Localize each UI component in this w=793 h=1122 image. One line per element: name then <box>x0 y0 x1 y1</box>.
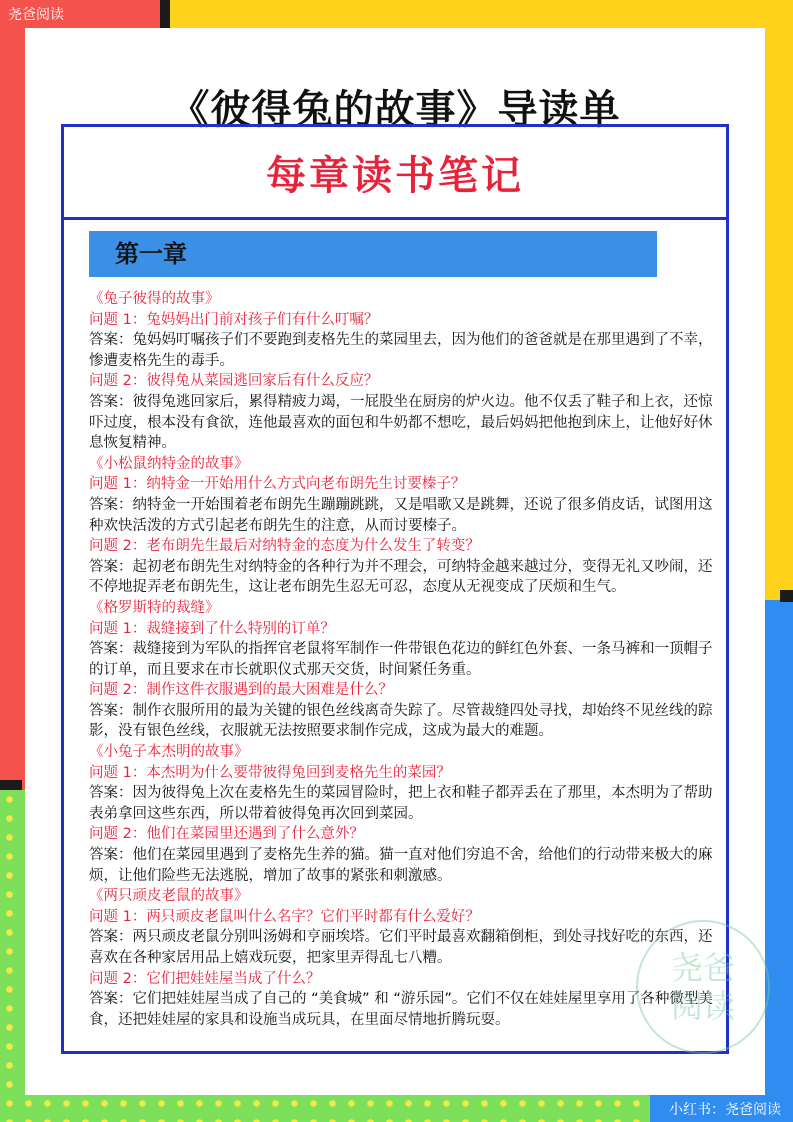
answer-text: 答案：制作衣服所用的最为关键的银色丝线离奇失踪了。尽管裁缝四处寻找，却始终不见丝线的踪影，没有银色丝线，衣服就无法按照要求制作完成，这成为最大的难题。 <box>89 702 713 740</box>
story-title: 《兔子彼得的故事》 <box>89 291 220 307</box>
question-text: 问题 2：他们在菜园里还遇到了什么意外？ <box>89 826 364 843</box>
answer-text: 答案：两只顽皮老鼠分别叫汤姆和亨丽埃塔。它们平时最喜欢翻箱倒柜，到处寻找好吃的东西，还喜欢在各种家居用品上嬉戏玩耍，把家里弄得乱七八糟。 <box>89 929 713 966</box>
story-title: 《两只顽皮老鼠的故事》 <box>89 888 249 905</box>
question-text: 问题 2：彼得兔从菜园逃回家后有什么反应？ <box>89 373 379 390</box>
notes-content <box>89 289 719 1030</box>
question-text: 问题 1：两只顽皮老鼠叫什么名字？它们平时都有什么爱好？ <box>89 908 480 925</box>
answer-text: 答案：他们在菜园里遇到了麦格先生养的猫。猫一直对他们穷追不舍，给他们的行动带来极大的麻烦，让他们险些无法逃脱，增加了故事的紧张和刺激感。 <box>89 847 713 884</box>
background-divider <box>0 780 22 790</box>
background-divider <box>160 0 170 28</box>
reading-sheet <box>25 28 765 1095</box>
watermark-text-bottom: 阅读 <box>670 987 735 1025</box>
question-text: 问题 2：老布朗先生最后对纳特金的态度为什么发生了转变？ <box>89 538 480 555</box>
answer-text: 答案：彼得兔逃回家后，累得精疲力竭，一屁股坐在厨房的炉火边。他不仅丢了鞋子和上衣，还惊吓过度，根本没有食欲，连他最喜欢的面包和牛奶都不想吃，最后妈妈把他抱到床上，让他好好休息恢复精神。 <box>89 393 713 452</box>
answer-text: 答案：裁缝接到为军队的指挥官老鼠将军制作一件带银色花边的鲜红色外套、一条马裤和一顶帽子的订单，而且要求在市长就职仪式那天交货，时间紧任务重。 <box>89 641 713 678</box>
background-divider <box>780 590 793 602</box>
question-text: 问题 1：裁缝接到了什么特别的订单？ <box>89 620 335 637</box>
chapter-heading: 第一章 <box>89 231 657 277</box>
question-text: 问题 1：兔妈妈出门前对孩子们有什么叮嘱？ <box>89 311 379 328</box>
answer-text: 答案：起初老布朗先生对纳特金的各种行为并不理会，可纳特金越来越过分，变得无礼又吵闹，还不停地捉弄老布朗先生，这让老布朗先生忍无可忍，态度从无视变成了厌烦和生气。 <box>89 558 713 596</box>
xiaohongshu-label: 小红书：尧爸阅读 <box>669 1102 781 1118</box>
question-text: 问题 1：纳特金一开始用什么方式向老布朗先生讨要榛子？ <box>89 476 466 493</box>
story-title: 《小兔子本杰明的故事》 <box>89 744 249 761</box>
section-subtitle: 每章读书笔记 <box>64 127 726 220</box>
question-text: 问题 1：本杰明为什么要带彼得兔回到麦格先生的菜园？ <box>89 764 451 781</box>
answer-text: 答案：纳特金一开始围着老布朗先生蹦蹦跳跳，又是唱歌又是跳舞，还说了很多俏皮话，试图用这种欢快活泼的方式引起老布朗先生的注意，从而讨要榛子。 <box>89 496 713 534</box>
page-title: 《彼得兔的故事》导读单 <box>169 87 621 133</box>
brand-label: 尧爸阅读 <box>8 7 64 23</box>
answer-text: 答案：它们把娃娃屋当成了自己的 “美食城” 和 “游乐园”。它们不仅在娃娃屋里享用了各种微型美食，还把娃娃屋的家具和设施当成玩具，在里面尽情地折腾玩耍。 <box>89 991 713 1028</box>
story-title: 《小松鼠纳特金的故事》 <box>89 455 249 472</box>
question-text: 问题 2：制作这件衣服遇到的最大困难是什么？ <box>89 682 393 699</box>
answer-text: 答案：因为彼得兔上次在麦格先生的菜园冒险时，把上衣和鞋子都弄丢在了那里，本杰明为了帮助表弟拿回这些东西，所以带着彼得兔再次回到菜园。 <box>89 785 713 822</box>
question-text: 问题 2：它们把娃娃屋当成了什么？ <box>89 970 321 987</box>
watermark-seal <box>636 920 770 1054</box>
watermark-text-top: 尧爸 <box>670 949 735 987</box>
story-title: 《格罗斯特的裁缝》 <box>89 599 220 616</box>
answer-text: 答案：兔妈妈叮嘱孩子们不要跑到麦格先生的菜园里去，因为他们的爸爸就是在那里遇到了不幸，惨遭麦格先生的毒手。 <box>89 332 713 369</box>
notes-frame <box>61 124 729 1054</box>
